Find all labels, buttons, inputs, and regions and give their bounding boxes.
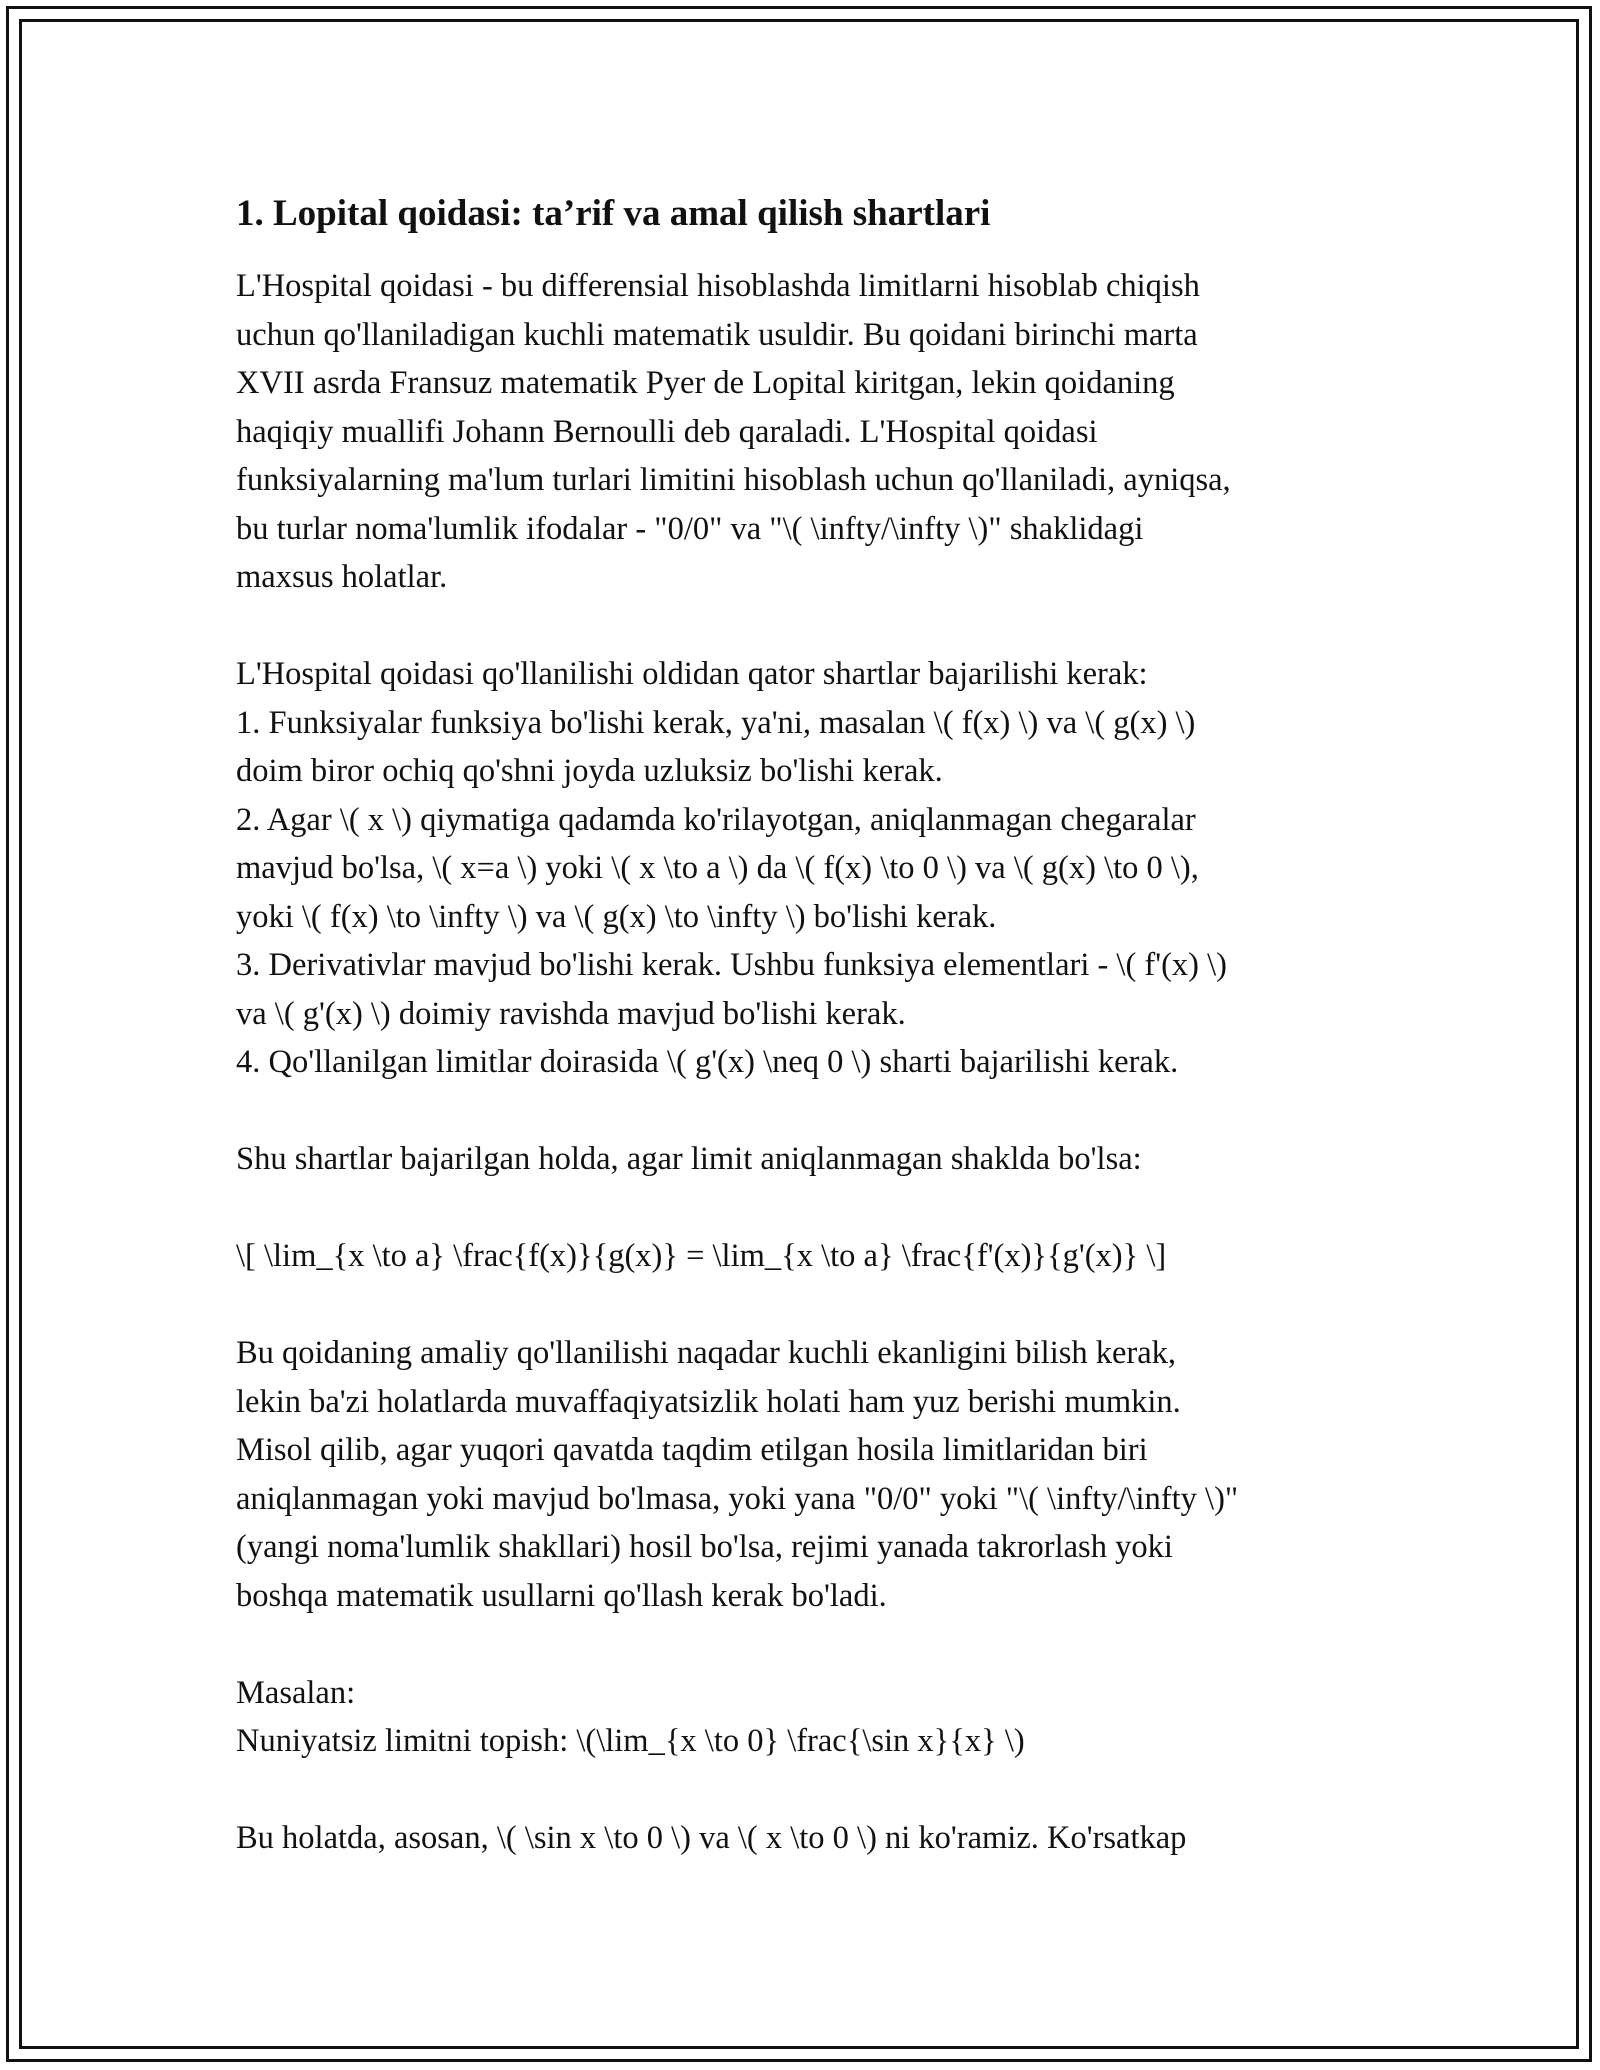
text-line: boshqa matematik usullarni qo'llash kerak bo'ladi. [236, 1577, 887, 1614]
text-line: Shu shartlar bajarilgan holda, agar limit aniqlanmagan shaklda bo'lsa: [236, 1141, 1142, 1177]
paragraph-gap [236, 602, 1396, 651]
list-item: 3. Derivativlar mavjud bo'lishi kerak. Ushbu funksiya elementlari - \( f'(x) \) [236, 947, 1227, 983]
text-line: (yangi noma'lumlik shakllari) hosil bo'lsa, rejimi yanada takrorlash yoki [236, 1529, 1173, 1565]
text-line: bu turlar noma'lumlik ifodalar - "0/0" va "\( \infty/\infty \)" shaklidagi [236, 510, 1144, 547]
text-line: Misol qilib, agar yuqori qavatda taqdim etilgan hosila limitlaridan biri [236, 1432, 1148, 1468]
text-line: aniqlanmagan yoki mavjud bo'lmasa, yoki yana "0/0" yoki "\( \infty/\infty \)" [236, 1480, 1239, 1517]
list-item: 4. Qo'llanilgan limitlar doirasida \( g'(x) \neq 0 \) sharti bajarilishi kerak. [236, 1044, 1179, 1080]
text-line: maxsus holatlar. [236, 559, 448, 595]
text-line: doim biror ochiq qo'shni joyda uzluksiz bo'lishi kerak. [236, 753, 943, 789]
text-line: funksiyalarning ma'lum turlari limitini hisoblash uchun qo'llaniladi, ayniqsa, [236, 462, 1231, 498]
text-line: uchun qo'llaniladigan kuchli matematik usuldir. Bu qoidani birinchi marta [236, 316, 1198, 353]
text-line: XVII asrda Fransuz matematik Pyer de Lopital kiritgan, lekin qoidaning [236, 365, 1175, 401]
list-item: 1. Funksiyalar funksiya bo'lishi kerak, ya'ni, masalan \( f(x) \) va \( g(x) \) [236, 704, 1196, 741]
text-line: Bu holatda, asosan, \( \sin x \to 0 \) va \( x \to 0 \) ni ko'ramiz. Ko'rsatkap [236, 1820, 1187, 1856]
text-line: L'Hospital qoidasi qo'llanilishi oldidan qator shartlar bajarilishi kerak: [236, 656, 1148, 692]
formula-line: \[ \lim_{x \to a} \frac{f(x)}{g(x)} = \lim_{x \to a} \frac{f'(x)}{g'(x)} \] [236, 1238, 1167, 1274]
document-text [236, 262, 1396, 1863]
text-line: yoki \( f(x) \to \infty \) va \( g(x) \to \infty \) bo'lishi kerak. [236, 898, 997, 935]
text-line: L'Hospital qoidasi - bu differensial hisoblashda limitlarni hisoblab chiqish [236, 268, 1200, 304]
text-line: mavjud bo'lsa, \( x=a \) yoki \( x \to a \) da \( f(x) \to 0 \) va \( g(x) \to 0 \), [236, 850, 1199, 886]
paragraph-gap [236, 1184, 1396, 1233]
section-title: 1. Lopital qoidasi: ta’rif va amal qilish shartlari [236, 193, 991, 234]
text-line: Masalan: [236, 1674, 356, 1711]
text-line: Nuniyatsiz limitni topish: \(\lim_{x \to 0} \frac{\sin x}{x} \) [236, 1723, 1025, 1759]
paragraph-gap [236, 1766, 1396, 1815]
text-line: Bu qoidaning amaliy qo'llanilishi naqadar kuchli ekanligini bilish kerak, [236, 1335, 1177, 1371]
text-line: lekin ba'zi holatlarda muvaffaqiyatsizlik holati ham yuz berishi mumkin. [236, 1383, 1181, 1420]
text-line: haqiqiy muallifi Johann Bernoulli deb qaraladi. L'Hospital qoidasi [236, 413, 1098, 450]
paragraph-gap [236, 1281, 1396, 1330]
list-item: 2. Agar \( x \) qiymatiga qadamda ko'rilayotgan, aniqlanmagan chegaralar [236, 801, 1196, 838]
document-body [236, 188, 1396, 1863]
paragraph-gap [236, 1087, 1396, 1136]
paragraph-gap [236, 1620, 1396, 1669]
text-line: va \( g'(x) \) doimiy ravishda mavjud bo'lishi kerak. [236, 995, 906, 1032]
